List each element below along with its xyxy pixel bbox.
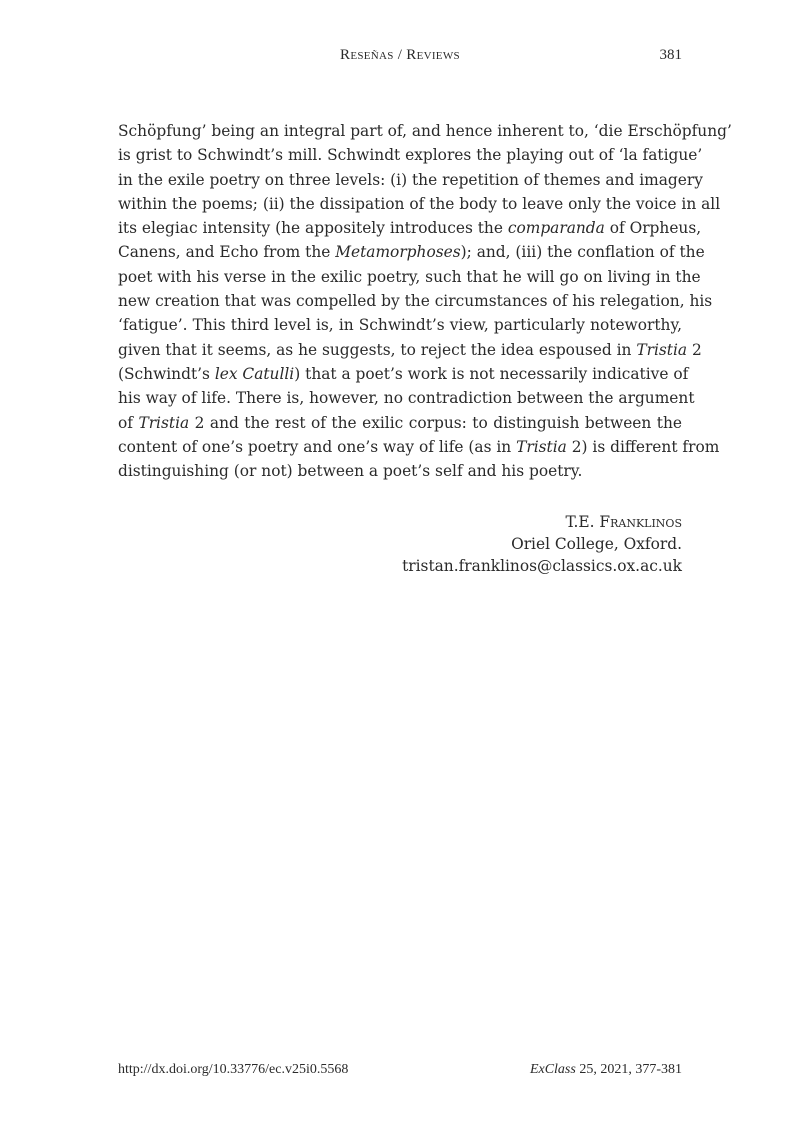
text-segment: in the exile poetry on three levels: (i) the repetition of themes and imagery: [118, 170, 703, 189]
italic-term: comparanda: [507, 219, 605, 238]
text-line: [118, 362, 689, 386]
italic-term: Tristia: [138, 413, 190, 432]
text-segment: within the poems; (ii) the dissipation of the body to leave only the voice in all: [118, 194, 721, 213]
review-body-text: [118, 119, 732, 483]
text-segment: content of one’s poetry and one’s way of life (as in: [118, 437, 517, 456]
text-segment: new creation that was compelled by the circumstances of his relegation, his: [118, 292, 713, 311]
text-line: [118, 265, 701, 289]
text-line: [118, 192, 721, 216]
italic-term: Tristia: [516, 437, 567, 456]
text-line: [118, 435, 720, 459]
doi-link[interactable]: http://dx.doi.org/10.33776/ec.v25i0.5568: [118, 1062, 349, 1077]
text-line: [118, 411, 682, 435]
text-line: [118, 313, 682, 337]
page-number: 381: [659, 47, 682, 63]
text-segment: Schöpfung’ being an integral part of, and hence inherent to, ‘die Erschöpfung’: [118, 122, 732, 140]
text-segment: his way of life. There is, however, no contradiction between the argument: [118, 389, 695, 408]
text-line: [118, 168, 703, 192]
journal-citation: [530, 1062, 682, 1078]
text-line: [118, 119, 732, 143]
italic-term: lex Catulli: [214, 364, 295, 383]
citation-details: 25, 2021, 377-381: [575, 1062, 682, 1077]
text-segment: (Schwindt’s: [118, 364, 215, 383]
text-segment: of Orpheus,: [604, 219, 702, 238]
reviewer-affiliation: Oriel College, Oxford.: [511, 535, 682, 553]
text-line: [118, 240, 705, 264]
text-line: [118, 386, 695, 410]
text-segment: ) that a poet’s work is not necessarily indicative of: [294, 364, 689, 383]
journal-name: ExClass: [529, 1062, 576, 1077]
text-line: [118, 143, 703, 167]
text-segment: 2 and the rest of the exilic corpus: to distinguish between the: [189, 413, 682, 432]
text-segment: ‘fatigue’. This third level is, in Schwindt’s view, particularly noteworthy,: [118, 316, 682, 335]
text-segment: poet with his verse in the exilic poetry, such that he will go on living in the: [118, 267, 701, 286]
text-line: [118, 338, 702, 362]
running-title: Reseñas / Reviews: [340, 47, 460, 63]
text-segment: of: [118, 413, 139, 432]
text-line: [118, 459, 682, 483]
text-segment: its elegiac intensity (he appositely introduces the: [118, 219, 508, 238]
italic-term: Metamorphoses: [335, 243, 461, 262]
text-segment: Canens, and Echo from the: [118, 243, 336, 262]
text-line: [118, 289, 713, 313]
text-segment: given that it seems, as he suggests, to reject the idea espoused in: [118, 340, 637, 359]
text-segment: ); and, (iii) the conflation of the: [460, 243, 705, 262]
reviewer-email[interactable]: tristan.franklinos@classics.ox.ac.uk: [402, 557, 682, 575]
text-segment: is grist to Schwindt’s mill. Schwindt explores the playing out of ‘la fatigue’: [118, 146, 703, 165]
reviewer-signature: [402, 511, 682, 577]
text-line: [118, 216, 702, 240]
text-segment: 2) is different from: [566, 437, 720, 456]
reviewer-name: T.E. Franklinos: [565, 513, 682, 531]
text-segment: 2: [687, 340, 702, 359]
running-header: [0, 47, 800, 67]
italic-term: Tristia: [636, 340, 688, 359]
text-segment: distinguishing (or not) between a poet’s self and his poetry.: [118, 462, 583, 481]
